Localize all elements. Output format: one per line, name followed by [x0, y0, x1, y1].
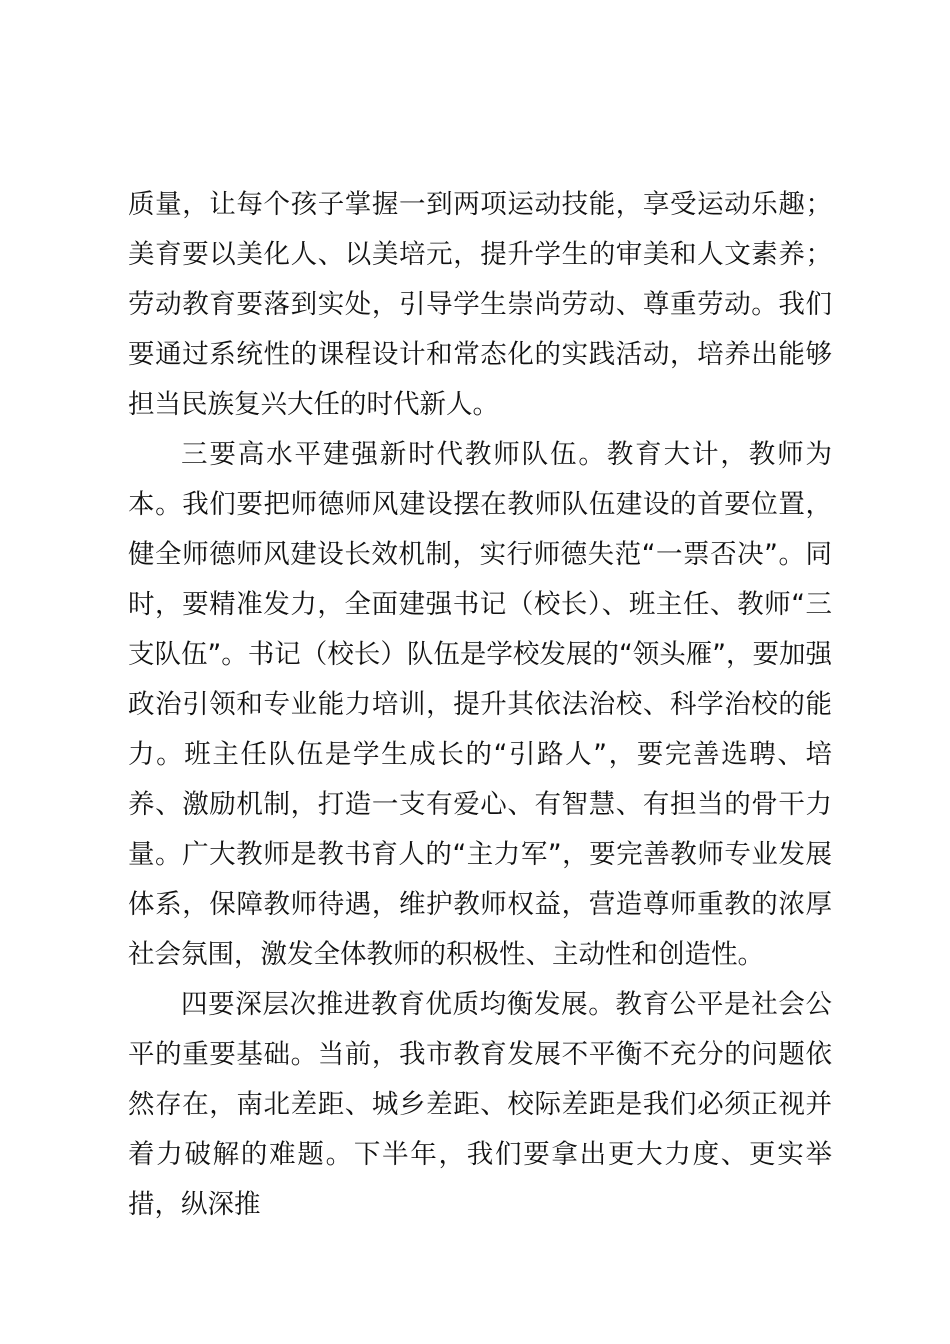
- paragraph-1: 质量，让每个孩子掌握一到两项运动技能，享受运动乐趣；美育要以美化人、以美培元，提升学生的审美和人文素养；劳动教育要落到实处，引导学生崇尚劳动、尊重劳动。我们要通过系统性的课程设计和常态化的实践活动，培养出能够担当民族复兴大任的时代新人。: [128, 189, 832, 420]
- paragraph-3: 四要深层次推进教育优质均衡发展。教育公平是社会公平的重要基础。当前，我市教育发展不平衡不充分的问题依然存在，南北差距、城乡差距、校际差距是我们必须正视并着力破解的难题。下半年，我们要拿出更大力度、更实举措，纵深推: [128, 989, 832, 1220]
- document-page: [128, 180, 832, 1230]
- paragraph-2: 三要高水平建强新时代教师队伍。教育大计，教师为本。我们要把师德师风建设摆在教师队伍建设的首要位置，健全师德师风建设长效机制，实行师德失范“一票否决”。同时，要精准发力，全面建强书记（校长）、班主任、教师“三支队伍”。书记（校长）队伍是学校发展的“领头雁”，要加强政治引领和专业能力培训，提升其依法治校、科学治校的能力。班主任队伍是学生成长的“引路人”，要完善选聘、培养、激励机制，打造一支有爱心、有智慧、有担当的骨干力量。广大教师是教书育人的“主力军”，要完善教师专业发展体系，保障教师待遇，维护教师权益，营造尊师重教的浓厚社会氛围，激发全体教师的积极性、主动性和创造性。: [128, 439, 832, 970]
